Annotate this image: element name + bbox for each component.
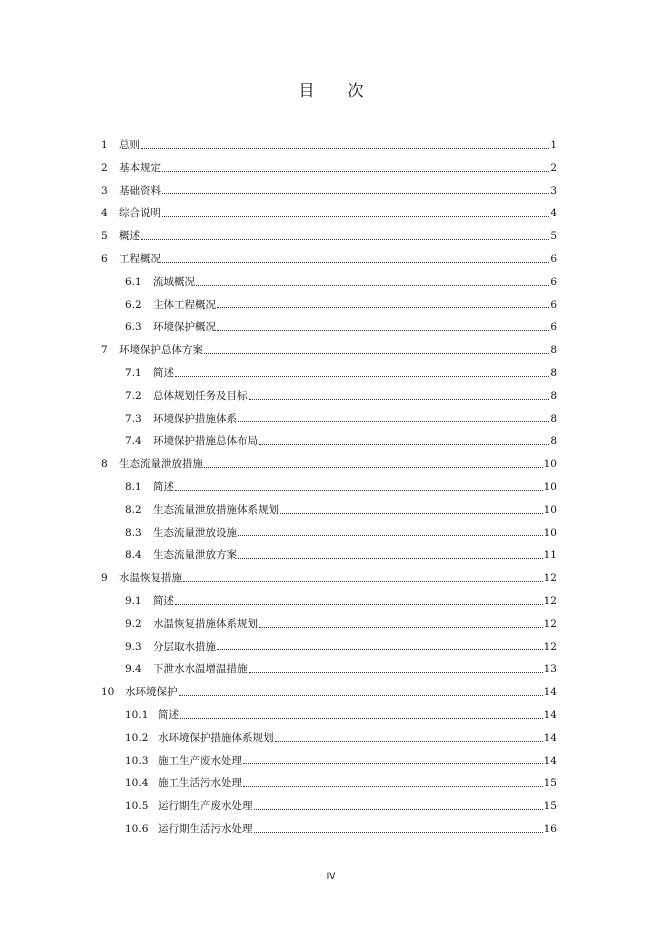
toc-entry-title: 水温恢复措施体系规划: [153, 617, 258, 630]
toc-entry[interactable]: [101, 225, 557, 248]
toc-entry[interactable]: [101, 362, 557, 385]
toc-entry[interactable]: [101, 453, 557, 476]
toc-entry-page: 15: [543, 800, 557, 813]
toc-dot-leader: [141, 138, 549, 149]
toc-entry[interactable]: [101, 795, 557, 818]
toc-entry-title: 简述: [153, 366, 174, 379]
toc-entry-title: 基础资料: [119, 184, 161, 197]
toc-entry[interactable]: [101, 157, 557, 180]
toc-entry-page: 10: [543, 526, 557, 539]
toc-entry[interactable]: [101, 430, 557, 453]
page-number: IV: [326, 872, 336, 882]
toc-entry-number: 10.6: [125, 822, 149, 835]
toc-dot-leader: [243, 776, 543, 787]
toc-entry-number: 10.1: [125, 708, 149, 721]
toc-entry-page: 12: [543, 572, 557, 585]
toc-entry[interactable]: [101, 476, 557, 499]
toc-entry-title: 总则: [119, 139, 140, 151]
toc-entry-number: 6.3: [125, 321, 142, 334]
toc-entry-title: 流域概况: [153, 275, 195, 288]
toc-entry[interactable]: [101, 316, 557, 339]
toc-entry[interactable]: [101, 408, 557, 431]
toc-entry-number: 1: [101, 139, 108, 151]
toc-entry-number: 8.1: [125, 480, 142, 493]
toc-dot-leader: [254, 822, 543, 833]
toc-entry-title: 环境保护措施总体布局: [153, 435, 258, 448]
toc-entry[interactable]: [101, 658, 557, 681]
toc-entry-title: 水温恢复措施: [119, 572, 182, 585]
toc-entry-title: 分层取水措施: [153, 640, 216, 653]
page-title: 目 次: [298, 81, 378, 100]
toc-entry[interactable]: [101, 567, 557, 590]
toc-entry[interactable]: [101, 180, 557, 203]
toc-entry-number: 7.2: [125, 389, 142, 402]
toc-entry-page: 4: [550, 207, 557, 220]
toc-entry-page: 3: [550, 184, 557, 197]
toc-entry-number: 10: [101, 686, 115, 699]
toc-entry-number: 7.4: [125, 435, 142, 448]
toc-entry[interactable]: [101, 590, 557, 613]
toc-dot-leader: [141, 229, 549, 240]
toc-entry-number: 10.2: [125, 731, 149, 744]
toc-dot-leader: [196, 275, 549, 286]
toc-entry-page: 6: [550, 321, 557, 334]
toc-entry-page: 8: [550, 366, 557, 379]
toc-entry-page: 14: [543, 754, 557, 767]
toc-entry-page: 8: [550, 412, 557, 425]
toc-dot-leader: [254, 799, 543, 810]
toc-entry[interactable]: [101, 636, 557, 659]
toc-entry[interactable]: [101, 704, 557, 727]
toc-entry-page: 16: [543, 822, 557, 835]
toc-entry[interactable]: [101, 681, 557, 704]
toc-entry-page: 15: [543, 777, 557, 790]
toc-entry-number: 5: [101, 230, 108, 243]
toc-entry[interactable]: [101, 522, 557, 545]
toc-entry[interactable]: [101, 248, 557, 271]
toc-entry-title: 工程概况: [119, 252, 161, 265]
toc-dot-leader: [259, 617, 543, 628]
toc-entry-number: 10.4: [125, 777, 149, 790]
toc-entry-title: 简述: [153, 594, 174, 607]
toc-entry-page: 6: [550, 275, 557, 288]
toc-entry-title: 施工生活污水处理: [158, 777, 242, 790]
toc-entry[interactable]: [101, 750, 557, 773]
toc-entry-title: 基本规定: [119, 161, 161, 174]
toc-entry-page: 11: [543, 549, 557, 562]
toc-entry-page: 6: [550, 252, 557, 265]
toc-entry[interactable]: [101, 499, 557, 522]
toc-entry-page: 8: [550, 435, 557, 448]
toc-dot-leader: [162, 252, 549, 263]
toc-dot-leader: [162, 206, 549, 217]
toc-entry-number: 6.1: [125, 275, 142, 288]
toc-entry-page: 8: [550, 389, 557, 402]
toc-entry-number: 8.3: [125, 526, 142, 539]
toc-entry-number: 10.5: [125, 800, 149, 813]
toc-entry-page: 10: [543, 503, 557, 516]
toc-entry-title: 总体规划任务及目标: [153, 389, 248, 402]
toc-dot-leader: [259, 434, 549, 445]
toc-dot-leader: [204, 343, 549, 354]
toc-entry[interactable]: [101, 271, 557, 294]
toc-entry-page: 6: [550, 298, 557, 311]
toc-entry-title: 运行期生产废水处理: [158, 800, 253, 813]
toc-entry-page: 12: [543, 594, 557, 607]
toc-entry-title: 简述: [158, 708, 179, 721]
toc-entry-title: 生态流量泄放措施: [119, 458, 203, 471]
toc-entry-page: 10: [543, 458, 557, 471]
toc-entry-page: 5: [550, 230, 557, 243]
toc-dot-leader: [280, 503, 543, 514]
toc-entry-number: 6.2: [125, 298, 142, 311]
toc-entry-title: 环境保护措施体系: [153, 412, 237, 425]
toc-entry-page: 14: [543, 686, 557, 699]
toc-entry[interactable]: [101, 613, 557, 636]
toc-entry-number: 7: [101, 344, 108, 357]
toc-dot-leader: [275, 731, 543, 742]
toc-entry[interactable]: [101, 818, 557, 841]
toc-dot-leader: [243, 753, 543, 764]
toc-dot-leader: [217, 639, 543, 650]
toc-dot-leader: [249, 389, 550, 400]
toc-entry[interactable]: [101, 339, 557, 362]
toc-entry-page: 13: [543, 663, 557, 676]
toc-entry[interactable]: [101, 544, 557, 567]
toc-dot-leader: [175, 594, 543, 605]
toc-entry-title: 运行期生活污水处理: [158, 822, 253, 835]
toc-entry-number: 9.1: [125, 594, 142, 607]
toc-entry[interactable]: [101, 294, 557, 317]
table-of-contents: [101, 134, 557, 841]
toc-entry-number: 8: [101, 458, 108, 471]
toc-entry-page: 2: [550, 161, 557, 174]
toc-entry-title: 主体工程概况: [153, 298, 216, 311]
toc-entry-title: 下泄水水温增温措施: [153, 663, 248, 676]
toc-dot-leader: [238, 411, 549, 422]
toc-entry[interactable]: [101, 772, 557, 795]
toc-entry[interactable]: [101, 385, 557, 408]
toc-dot-leader: [180, 708, 543, 719]
toc-entry-number: 9.4: [125, 663, 142, 676]
toc-entry[interactable]: [101, 727, 557, 750]
toc-entry-number: 6: [101, 252, 108, 265]
toc-entry-number: 2: [101, 161, 108, 174]
toc-entry-number: 9.2: [125, 617, 142, 630]
toc-entry-page: 12: [543, 617, 557, 630]
toc-entry-title: 水环境保护: [125, 686, 178, 699]
toc-entry-title: 施工生产废水处理: [158, 754, 242, 767]
toc-dot-leader: [175, 366, 549, 377]
toc-entry-title: 生态流量泄放措施体系规划: [153, 503, 279, 516]
toc-entry-page: 14: [543, 731, 557, 744]
toc-entry-page: 1: [550, 139, 557, 151]
toc-dot-leader: [175, 480, 543, 491]
toc-dot-leader: [217, 320, 549, 331]
toc-entry-title: 环境保护总体方案: [119, 344, 203, 357]
toc-entry[interactable]: [101, 202, 557, 225]
toc-dot-leader: [217, 297, 549, 308]
toc-entry-title: 生态流量泄放设施: [153, 526, 237, 539]
toc-entry-title: 水环境保护措施体系规划: [158, 731, 274, 744]
toc-dot-leader: [238, 525, 543, 536]
toc-entry-title: 综合说明: [119, 207, 161, 220]
toc-entry-number: 9: [101, 572, 108, 585]
toc-entry-number: 7.3: [125, 412, 142, 425]
toc-entry-page: 10: [543, 480, 557, 493]
toc-entry-page: 14: [543, 708, 557, 721]
toc-entry-title: 简述: [153, 480, 174, 493]
toc-entry-number: 3: [101, 184, 108, 197]
toc-entry-number: 4: [101, 207, 108, 220]
toc-dot-leader: [249, 662, 543, 673]
toc-dot-leader: [162, 161, 549, 172]
toc-entry-number: 8.4: [125, 549, 142, 562]
toc-dot-leader: [238, 548, 543, 559]
toc-entry-page: 12: [543, 640, 557, 653]
toc-entry-title: 生态流量泄放方案: [153, 549, 237, 562]
toc-entry[interactable]: [101, 134, 557, 157]
toc-entry-title: 概述: [119, 230, 140, 243]
toc-entry-number: 9.3: [125, 640, 142, 653]
toc-dot-leader: [179, 685, 543, 696]
toc-entry-page: 8: [550, 344, 557, 357]
toc-entry-title: 环境保护概况: [153, 321, 216, 334]
toc-dot-leader: [183, 571, 543, 582]
toc-dot-leader: [162, 183, 549, 194]
toc-entry-number: 8.2: [125, 503, 142, 516]
toc-dot-leader: [204, 457, 543, 468]
toc-entry-number: 10.3: [125, 754, 149, 767]
toc-entry-number: 7.1: [125, 366, 142, 379]
